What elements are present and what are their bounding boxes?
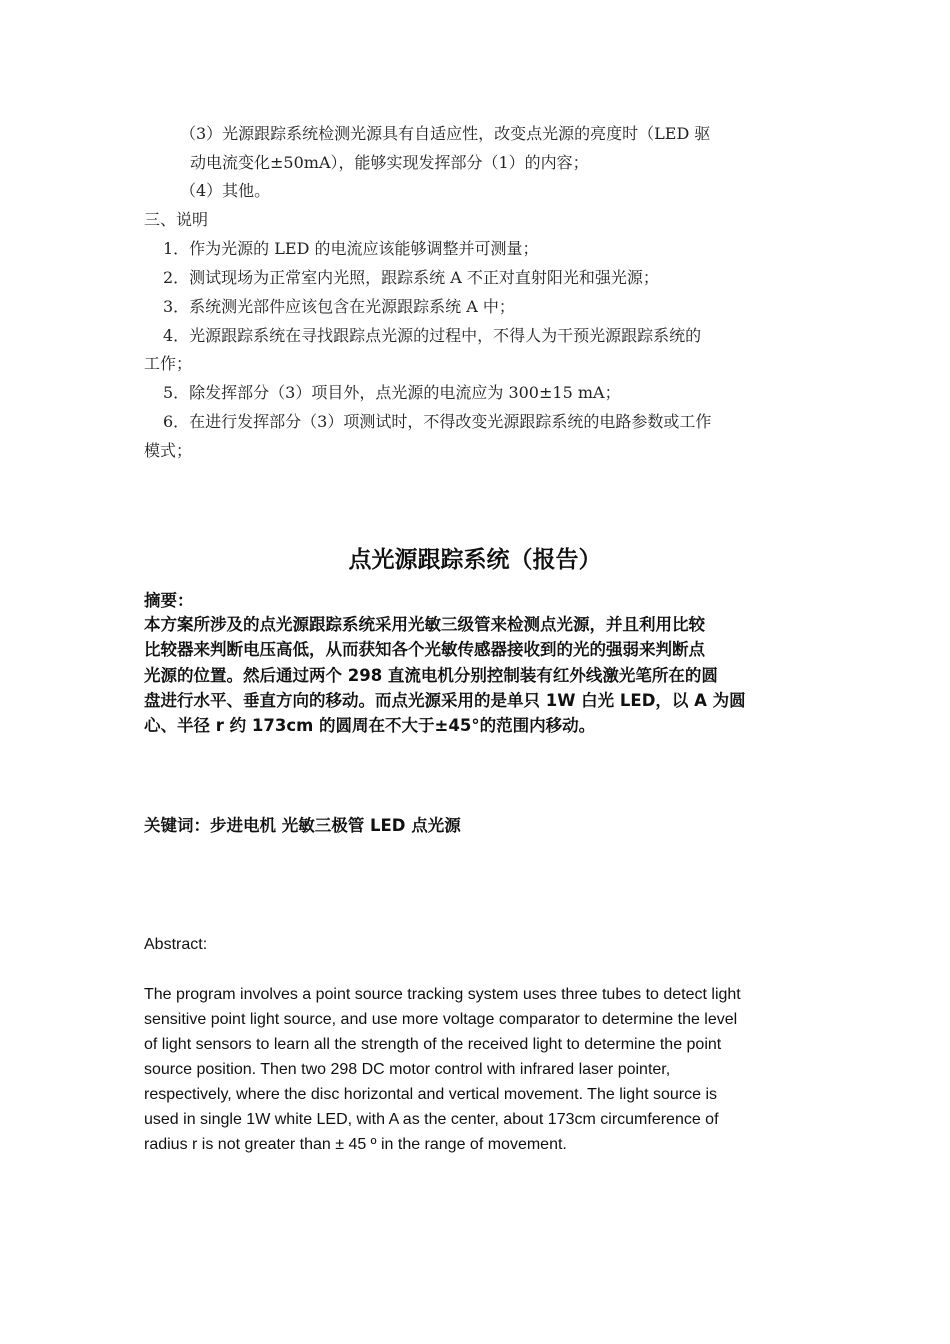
abstract-en-line-6: used in single 1W white LED, with A as the center, about 173cm circumference of bbox=[144, 1111, 719, 1128]
abstract-en-line-7: radius r is not greater than ± 45 º in the range of movement. bbox=[144, 1136, 567, 1153]
keywords: 关键词：步进电机 光敏三极管 LED 点光源 bbox=[144, 816, 461, 835]
abstract-line-5: 心、半径 r 约 173cm 的圆周在不大于±45°的范围内移动。 bbox=[144, 716, 596, 735]
note-2: 2．测试现场为正常室内光照，跟踪系统 A 不正对直射阳光和强光源； bbox=[163, 268, 659, 287]
abstract-heading: 摘要： bbox=[144, 591, 194, 610]
abstract-line-4: 盘进行水平、垂直方向的移动。而点光源采用的是单只 1W 白光 LED，以 A 为圆 bbox=[144, 691, 746, 710]
report-title: 点光源跟踪系统（报告） bbox=[348, 547, 602, 573]
abstract-en-line-5: respectively, where the disc horizontal and vertical movement. The light source is bbox=[144, 1086, 718, 1103]
note-1: 1．作为光源的 LED 的电流应该能够调整并可测量； bbox=[163, 239, 539, 258]
abstract-line-2: 比较器来判断电压高低，从而获知各个光敏传感器接收到的光的强弱来判断点 bbox=[144, 640, 705, 659]
abstract-line-1: 本方案所涉及的点光源跟踪系统采用光敏三级管来检测点光源，并且利用比较 bbox=[144, 615, 705, 634]
note-4-line-1: 4．光源跟踪系统在寻找跟踪点光源的过程中，不得人为干预光源跟踪系统的 bbox=[163, 326, 702, 345]
requirement-item-3-line-2: 动电流变化±50mA），能够实现发挥部分（1）的内容； bbox=[190, 153, 589, 172]
note-6-line-2: 模式； bbox=[144, 441, 193, 460]
abstract-en-line-3: of light sensors to learn all the strength of the received light to determine the point bbox=[144, 1036, 722, 1053]
abstract-en-line-1: The program involves a point source tracking system uses three tubes to detect light bbox=[144, 986, 741, 1003]
note-6-line-1: 6．在进行发挥部分（3）项测试时，不得改变光源跟踪系统的电路参数或工作 bbox=[163, 412, 712, 431]
note-3: 3．系统测光部件应该包含在光源跟踪系统 A 中； bbox=[163, 297, 515, 316]
requirement-item-3-line-1: （3）光源跟踪系统检测光源具有自适应性，改变点光源的亮度时（LED 驱 bbox=[180, 124, 711, 143]
abstract-en-heading: Abstract: bbox=[144, 936, 208, 953]
abstract-en-line-2: sensitive point light source, and use more voltage comparator to determine the level bbox=[144, 1011, 738, 1028]
abstract-line-3: 光源的位置。然后通过两个 298 直流电机分别控制装有红外线激光笔所在的圆 bbox=[144, 666, 718, 685]
abstract-en-line-4: source position. Then two 298 DC motor control with infrared laser pointer, bbox=[144, 1061, 671, 1078]
note-5: 5．除发挥部分（3）项目外，点光源的电流应为 300±15 mA； bbox=[163, 383, 621, 402]
requirement-item-4: （4）其他。 bbox=[180, 181, 271, 200]
notes-heading: 三、说明 bbox=[144, 210, 209, 229]
note-4-line-2: 工作； bbox=[144, 354, 193, 373]
